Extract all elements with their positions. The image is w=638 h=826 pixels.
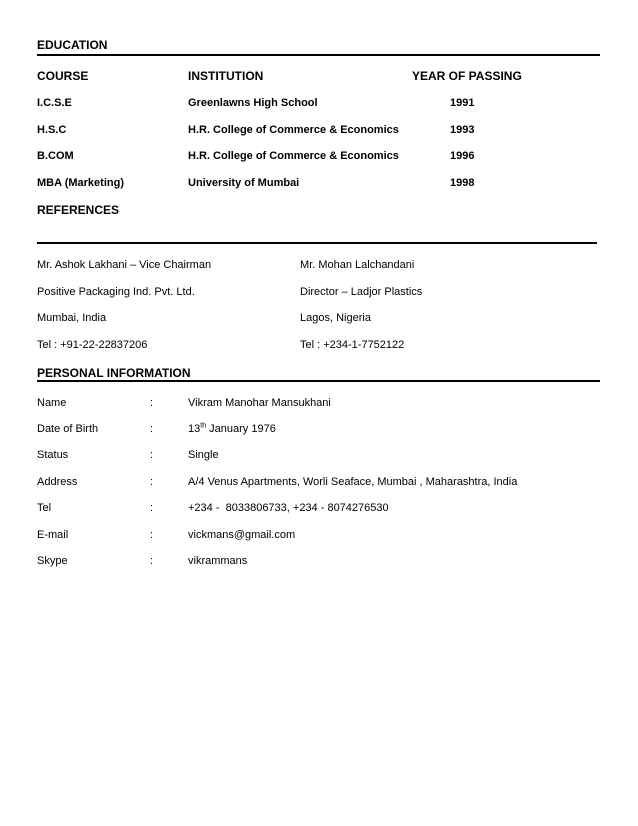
personal-label: Tel bbox=[37, 502, 52, 514]
personal-label: Status bbox=[37, 449, 69, 461]
personal-label: E-mail bbox=[37, 529, 69, 541]
reference-left-line: Mr. Ashok Lakhani – Vice Chairman bbox=[37, 259, 212, 271]
reference-right-line: Mr. Mohan Lalchandani bbox=[300, 259, 415, 271]
email-value: vickmans@gmail.com bbox=[188, 529, 296, 541]
year-cell: 1991 bbox=[450, 97, 475, 109]
personal-separator: : bbox=[150, 502, 154, 514]
course-cell: MBA (Marketing) bbox=[37, 177, 124, 189]
personal-label: Name bbox=[37, 397, 67, 409]
course-cell: H.S.C bbox=[37, 124, 67, 136]
reference-left-line: Mumbai, India bbox=[37, 312, 107, 324]
institution-cell: Greenlawns High School bbox=[188, 97, 318, 109]
dob-day: 13 bbox=[188, 423, 201, 435]
column-header-course: COURSE bbox=[37, 69, 89, 83]
reference-right-line: Director – Ladjor Plastics bbox=[300, 286, 423, 298]
personal-separator: : bbox=[150, 529, 154, 541]
year-cell: 1996 bbox=[450, 150, 475, 162]
dob-month-year: January 1976 bbox=[206, 423, 276, 435]
column-header-year: YEAR OF PASSING bbox=[412, 69, 522, 83]
education-heading: EDUCATION bbox=[37, 38, 108, 52]
personal-label: Date of Birth bbox=[37, 423, 99, 435]
dob-ordinal-suffix: th bbox=[200, 422, 207, 430]
personal-value: A/4 Venus Apartments, Worli Seaface, Mumbai , Maharashtra, India bbox=[188, 476, 518, 488]
personal-separator: : bbox=[150, 476, 154, 488]
course-cell: I.C.S.E bbox=[37, 97, 72, 109]
year-cell: 1993 bbox=[450, 124, 475, 136]
reference-left-line: Tel : +91-22-22837206 bbox=[37, 339, 148, 351]
references-divider bbox=[37, 242, 597, 244]
personal-separator: : bbox=[150, 423, 154, 435]
personal-label: Skype bbox=[37, 555, 68, 567]
references-heading: REFERENCES bbox=[37, 203, 120, 217]
institution-cell: H.R. College of Commerce & Economics bbox=[188, 150, 399, 162]
personal-value: Single bbox=[188, 449, 219, 461]
reference-right-line: Lagos, Nigeria bbox=[300, 312, 371, 324]
column-header-institution: INSTITUTION bbox=[188, 69, 264, 83]
personal-separator: : bbox=[150, 555, 154, 567]
course-cell: B.COM bbox=[37, 150, 74, 162]
skype-value: vikrammans bbox=[188, 555, 248, 567]
personal-value: Vikram Manohar Mansukhani bbox=[188, 397, 331, 409]
personal-info-heading: PERSONAL INFORMATION bbox=[37, 366, 191, 380]
personal-label: Address bbox=[37, 476, 78, 488]
personal-value: +234 - 8033806733, +234 - 8074276530 bbox=[188, 502, 389, 514]
year-cell: 1998 bbox=[450, 177, 475, 189]
personal-separator: : bbox=[150, 449, 154, 461]
personal-info-divider bbox=[37, 380, 600, 382]
institution-cell: H.R. College of Commerce & Economics bbox=[188, 124, 399, 136]
personal-separator: : bbox=[150, 397, 154, 409]
reference-right-line: Tel : +234-1-7752122 bbox=[300, 339, 405, 351]
personal-value bbox=[188, 423, 276, 435]
reference-left-line: Positive Packaging Ind. Pvt. Ltd. bbox=[37, 286, 195, 298]
institution-cell: University of Mumbai bbox=[188, 177, 300, 189]
education-divider bbox=[37, 54, 600, 56]
